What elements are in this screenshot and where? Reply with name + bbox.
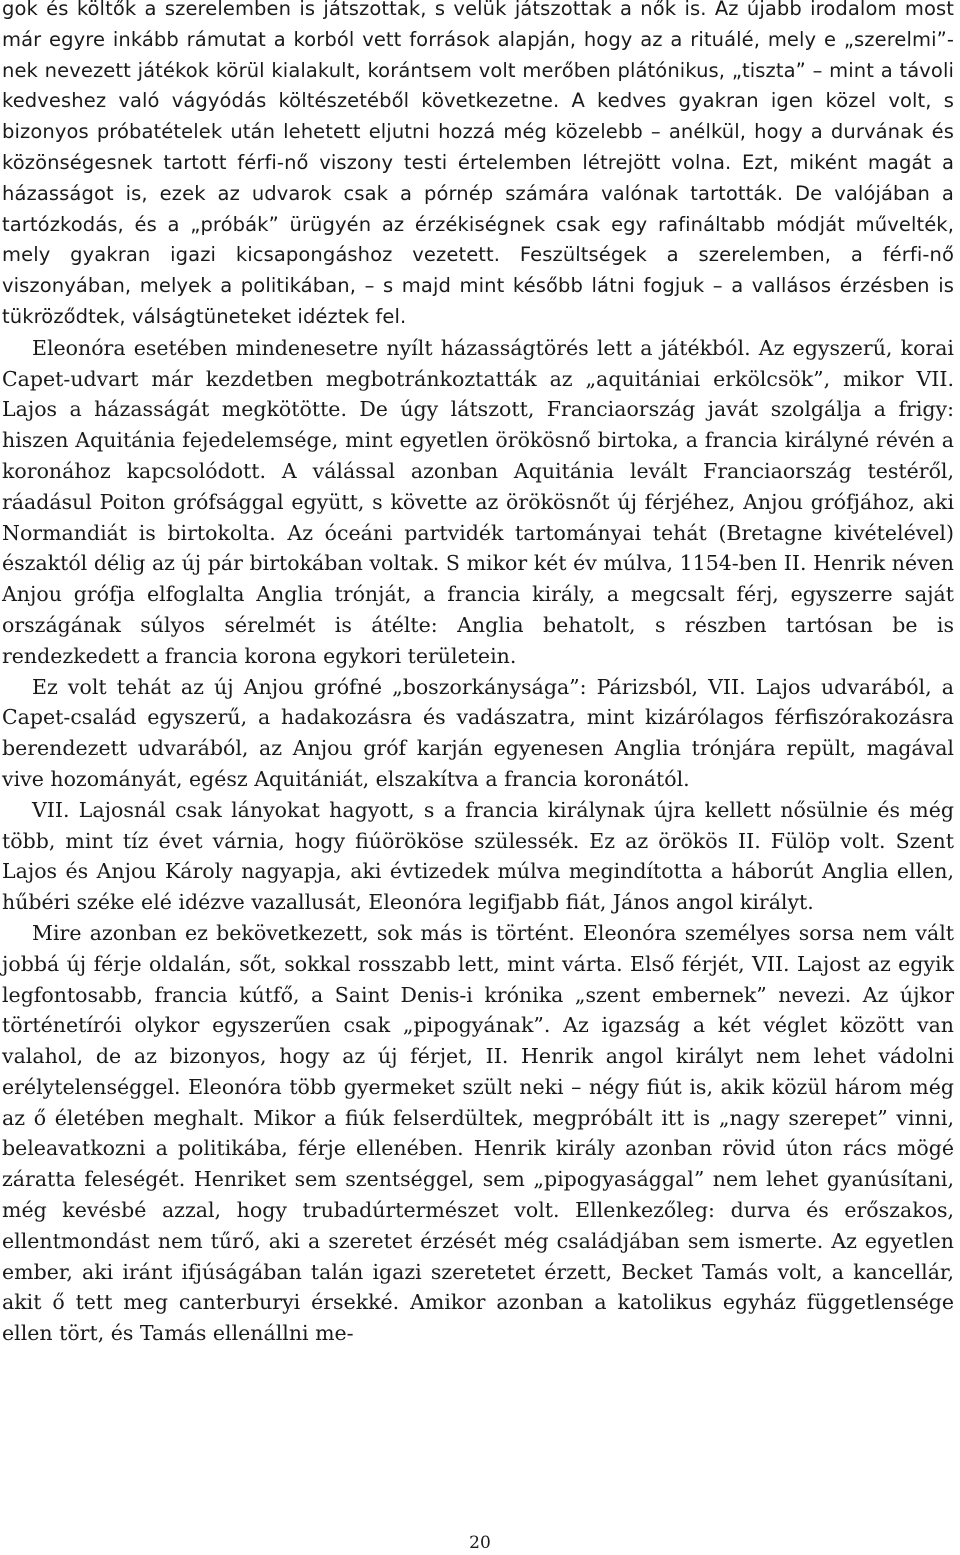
paragraph-3: Ez volt tehát az új Anjou grófné „boszorkánysága”: Párizsból, VII. Lajos udvarából, a Capet-család egyszerű, a hadakozásra és vadászatra, mint kizárólagos férfiszórakozásra berendezett udvarából, az Anjou gróf karján egyenesen Anglia trónjára repült, magával vive hozományát, egész Aquitániát, elszakítva a francia koronától. bbox=[2, 674, 954, 791]
paragraph-4: VII. Lajosnál csak lányokat hagyott, s a francia királynak újra kellett nősülnie és még több, mint tíz évet várnia, hogy fiúörököse szülessék. Ez az örökös II. Fülöp volt. Szent Lajos és Anjou Károly nagyapja, aki évtizedek múlva megindította a háborút Anglia ellen, hűbéri széke elé idézve vazallusát, Eleonóra legifjabb fiát, János angol királyt. bbox=[2, 797, 954, 915]
page-number: 20 bbox=[469, 1533, 491, 1553]
paragraph-5: Mire azonban ez bekövetkezett, sok más is történt. Eleonóra személyes sorsa nem vált jobbá új férje oldalán, sőt, sokkal rosszabb lett, mint várta. Első férjét, VII. Lajost az egyik legfontosabb, francia kútfő, a Saint Denis-i krónika „szent embernek” nevezi. Az újkor történetírói olykor egyszerűen csak „pipogyának”. Az igazság a két véglet között van valahol, de az bizonyos, hogy az új férjet, II. Henrik angol királyt nem lehet vádolni erélytelenséggel. Eleonóra több gyermeket szült neki – négy fiút is, akik közül három még az ő életében meghalt. Mikor a fiúk felserdültek, megpróbált itt is „nagy szerepet” vinni, beleavatkozni a politikába, férje ellenében. Henrik király azonban rövid úton rács mögé záratta feleségét. Henriket sem szentséggel, sem „pipogyasággal” nem lehet gyanúsítani, még kevésbé azzal, hogy trubadúrtermészet volt. Ellenkezőleg: durva és erőszakos, ellentmondást nem tűrő, aki a szeretet érzését még családjában sem ismerte. Az egyetlen ember, aki iránt ifjúságában talán igazi szeretetet érzett, Becket Tamás volt, a kancellár, akit ő tett meg canterburyi érsekké. Amikor azonban a katolikus egyház függetlensége ellen tört, és Tamás ellenállni me- bbox=[2, 920, 954, 1346]
paragraph-2: Eleonóra esetében mindenesetre nyílt házasságtörés lett a játékból. Az egyszerű, korai Capet-udvart már kezdetben megbotránkoztatták az „aquitániai erkölcsök”, mikor VII. Lajos a házasságát megkötötte. De úgy látszott, Franciaország javát szolgálja a frigy: hiszen Aquitánia fejedelemsége, mint egyetlen örökösnő birtoka, a francia királyné révén a koronához kapcsolódott. A válással azonban Aquitánia levált Franciaország testéről, ráadásul Poiton grófsággal együtt, s követte az örökösnőt új férjéhez, Anjou grófjához, aki Normandiát is birtokolta. Az óceáni partvidék tartományai tehát (Bretagne kivételével) északtól délig az új pár birtokában voltak. S mikor két év múlva, 1154-ben II. Henrik néven Anjou grófja elfoglalta Anglia trónját, a francia király, a megcsalt férj, egyszerre saját országának súlyos sérelmét is átélte: Anglia behatolt, s részben tartósan be is rendezkedett a francia korona egykori területein. bbox=[2, 335, 954, 668]
paragraph-1: gok és költők a szerelemben is játszottak, s velük játszottak a nők is. Az újabb irodalom most már egyre inkább rámutat a korból vett források alapján, hogy az a rituálé, mely e „szerelmi”-nek nevezett játékok körül kialakult, korántsem volt merőben plátónikus, „tiszta” – mint a távoli kedveshez való vágyódás költészetéből következetne. A kedves gyakran igen közel volt, s bizonyos próbatételek után lehetett eljutni hozzá még közelebb – anélkül, hogy a durvának és közönségesnek tartott férfi-nő viszony testi értelemben létrejött volna. Ezt, miként magát a házasságot is, ezek az udvarok csak a pórnép számára valónak tartották. De valójában a tartózkodás, és a „próbák” ürügyén az érzékiségnek csak egy rafináltabb módját művelték, mely gyakran igazi kicsapongáshoz vezetett. Feszültségek a szerelemben, a férfi-nő viszonyában, melyek a politikában, – s majd mint később látni fogjuk – a vallásos érzésben is tükröződtek, válságtüneteket idéztek fel. bbox=[2, 0, 954, 328]
